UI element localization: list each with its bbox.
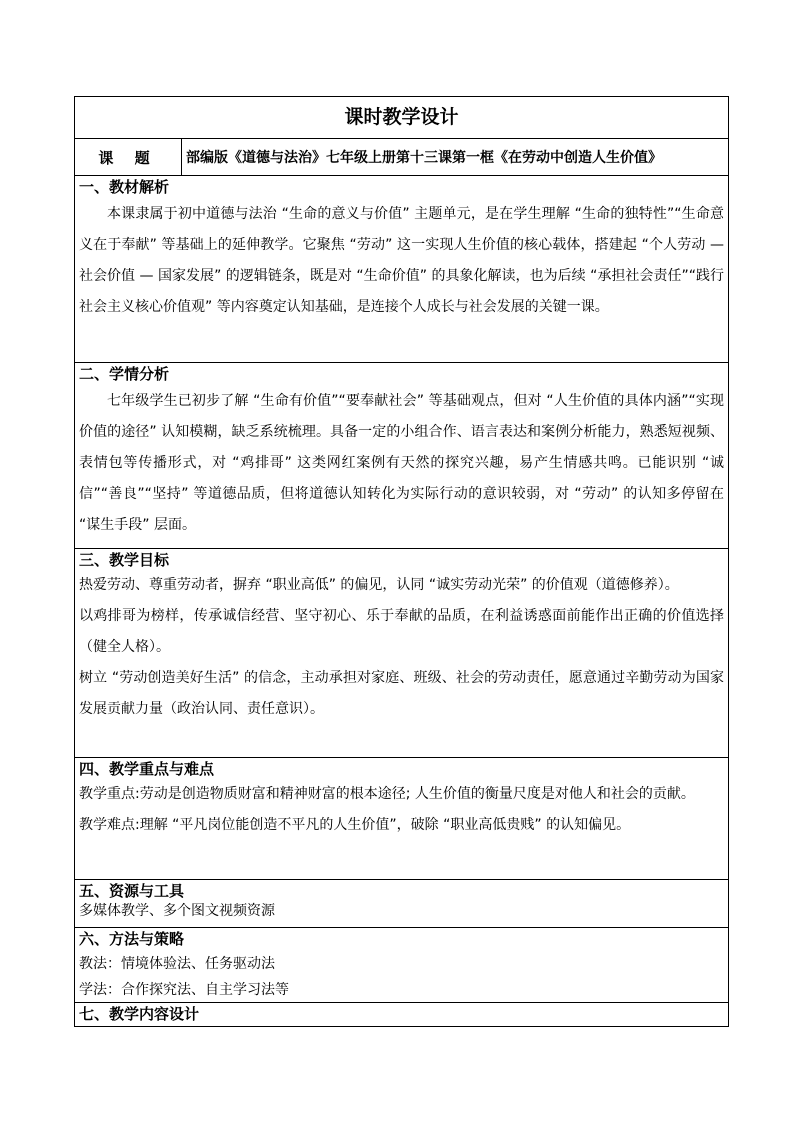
section-teaching-goals (75, 549, 729, 758)
section-heading: 七、教学内容设计 (79, 1005, 200, 1023)
section-heading: 六、方法与策略 (79, 930, 185, 948)
goal-item: 树立 “劳动创造美好生活” 的信念，主动承担对家庭、班级、社会的劳动责任，愿意通过辛勤劳动为国家发展贡献力量（政治认同、责任意识）。 (79, 670, 725, 717)
learning-method: 学法：合作探究法、自主学习法等 (79, 982, 289, 998)
goal-item: 以鸡排哥为榜样，传承诚信经营、坚守初心、乐于奉献的品质，在利益诱惑面前能作出正确的价值选择（健全人格）。 (79, 608, 725, 655)
key-point: 教学重点:劳动是创造物质财富和精神财富的根本途径; 人生价值的衡量尺度是对他人和社会的贡献。 (79, 786, 695, 802)
section-textbook-analysis (75, 176, 729, 363)
section-content-design (75, 1003, 729, 1027)
lesson-plan-page (74, 96, 728, 1027)
document-title: 课时教学设计 (75, 97, 729, 139)
section-heading: 二、学情分析 (79, 365, 170, 383)
difficulty-point: 教学难点:理解 “平凡岗位能创造不平凡的人生价值”，破除 “职业高低贵贱” 的认知偏见。 (79, 817, 631, 833)
lesson-plan-table (74, 96, 729, 1027)
topic-value: 部编版《道德与法治》七年级上册第十三课第一框《在劳动中创造人生价值》 (182, 139, 729, 176)
topic-label: 课 题 (75, 139, 182, 176)
teaching-method: 教法：情境体验法、任务驱动法 (79, 956, 275, 972)
section-resources (75, 880, 729, 928)
section-heading: 三、教学目标 (79, 551, 170, 569)
section-paragraph: 本课隶属于初中道德与法治 “生命的意义与价值” 主题单元，是在学生理解 “生命的独特性”“生命意义在于奉献” 等基础上的延伸教学。它聚焦 “劳动” 这一实现人生价值的核心载体，搭建起 “个人劳动 — 社会价值 — 国家发展” 的逻辑链条，既是对 “生命价值” 的具象化解读，也为后续 “承担社会责任”“践行社会主义核心价值观” 等内容奠定认知基础，是连接个人成长与社会发展的关键一课。 (79, 206, 725, 315)
goal-item: 热爱劳动、尊重劳动者，摒弃 “职业高低” 的偏见，认同 “诚实劳动光荣” 的价值观（道德修养）。 (79, 577, 679, 593)
section-student-analysis (75, 363, 729, 549)
section-heading: 五、资源与工具 (79, 882, 185, 900)
section-key-points (75, 758, 729, 880)
section-methods (75, 928, 729, 1003)
section-heading: 一、教材解析 (79, 178, 170, 196)
section-paragraph: 七年级学生已初步了解 “生命有价值”“要奉献社会” 等基础观点，但对 “人生价值的具体内涵”“实现价值的途径” 认知模糊，缺乏系统梳理。具备一定的小组合作、语言表达和案例分析能力，熟悉短视频、表情包等传播形式，对 “鸡排哥” 这类网红案例有天然的探究兴趣，易产生情感共鸣。已能识别 “诚信”“善良”“坚持” 等道德品质，但将道德认知转化为实际行动的意识较弱，对 “劳动” 的认知多停留在 “谋生手段” 层面。 (79, 393, 725, 533)
section-heading: 四、教学重点与难点 (79, 760, 215, 778)
resources-text: 多媒体教学、多个图文视频资源 (79, 903, 275, 919)
